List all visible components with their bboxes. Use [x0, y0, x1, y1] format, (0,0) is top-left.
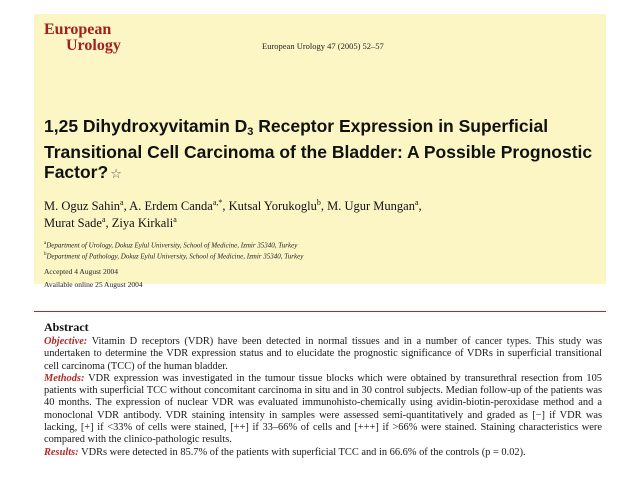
journal-logo-line1: European: [44, 21, 112, 38]
abstract-body: [44, 336, 602, 480]
journal-logo: [44, 22, 121, 54]
affiliation-mark: a: [44, 241, 47, 246]
affiliation-text: Department of Urology, Dokuz Eylul University, School of Medicine, Izmir 35340, Turkey: [46, 241, 298, 250]
abstract-heading: Abstract: [44, 320, 89, 334]
results-label: Results:: [44, 446, 79, 458]
title-part1: 1,25 Dihydroxyvitamin D: [44, 116, 248, 136]
author-affiliation-mark[interactable]: a: [120, 198, 124, 207]
affiliation: [44, 239, 599, 250]
author-affiliation-mark[interactable]: a,*: [212, 198, 223, 207]
affiliation-mark: b: [44, 252, 47, 257]
author-name[interactable]: M. Oguz Sahin: [44, 199, 121, 213]
abstract-results: [44, 447, 602, 459]
author-name[interactable]: A. Erdem Canda: [129, 199, 213, 213]
paper-page: [34, 14, 606, 480]
methods-text: VDR expression was investigated in the tumour tissue blocks which were obtained by transurethral resection from 105 patients with superficial TCC without concomitant carcinoma in situ and in 30 control subjects. Median follow-up of the patients was 40 months. The expression of nuclear VDR was evaluated immunohisto-chemically using avidin-biotin-peroxidase method and a monoclonal VDR antibody. VDR staining intensity in samples were assessed semi-quantitatively and graded as [−] if VDR was lacking, [+] if <33% of cells were stained, [++] if 33–66% of cells and [+++] if >66% were stained. Staining characteristics were compared with the clinico-pathologic results.: [44, 372, 602, 446]
accepted-date: Accepted 4 August 2004: [44, 267, 118, 276]
methods-label: Methods:: [44, 372, 85, 384]
author-name[interactable]: Kutsal Yorukoglu: [228, 199, 317, 213]
article-title: [44, 116, 604, 184]
journal-logo-line2: Urology: [66, 37, 121, 54]
header-band: [34, 14, 606, 289]
author-affiliation-mark[interactable]: a: [414, 198, 419, 207]
author-name[interactable]: Murat Sade: [44, 216, 102, 230]
affiliation-text: Department of Pathology, Dokuz Eylul University, School of Medicine, Izmir 35340, Turkey: [46, 252, 304, 261]
title-subscript: 3: [247, 126, 254, 138]
abstract-objective: [44, 336, 602, 373]
author-name[interactable]: Ziya Kirkali: [111, 216, 174, 230]
author-name[interactable]: M. Ugur Mungan: [327, 199, 415, 213]
title-part2: Receptor Expression in Superficial Transitional Cell Carcinoma of the Bladder: A Possible Prognostic Factor?: [44, 116, 593, 182]
abstract-methods: [44, 373, 602, 447]
journal-citation: European Urology 47 (2005) 52–57: [262, 41, 384, 51]
online-date: Available online 25 August 2004: [44, 280, 143, 289]
author-affiliation-mark[interactable]: b: [316, 198, 321, 207]
results-text: VDRs were detected in 85.7% of the patients with superficial TCC and in 66.6% of the controls (p = 0.02).: [78, 446, 526, 458]
objective-label: Objective:: [44, 336, 88, 347]
title-footnote-star-icon[interactable]: ☆: [110, 166, 122, 181]
author-affiliation-mark[interactable]: a: [173, 215, 177, 224]
affiliation: [44, 250, 599, 261]
author-list: M. Oguz Sahin$^a$, A. Erdem Canda$^{a,*}$, Kutsal Yorukoglu$^b$, M. Ugur Mungan$^a$, Murat Sade$^a$, Ziya Kirkali$^a$: [44, 198, 422, 230]
author-affiliation-mark[interactable]: a: [101, 215, 106, 224]
objective-text: Vitamin D receptors (VDR) have been detected in normal tissues and in a number of cancer types. This study was undertaken to determine the VDR expression status and to elucidate the prognostic significance of VDRs in superficial transitional cell carcinoma (TCC) of the human bladder.: [44, 336, 602, 372]
section-divider: [34, 311, 606, 312]
